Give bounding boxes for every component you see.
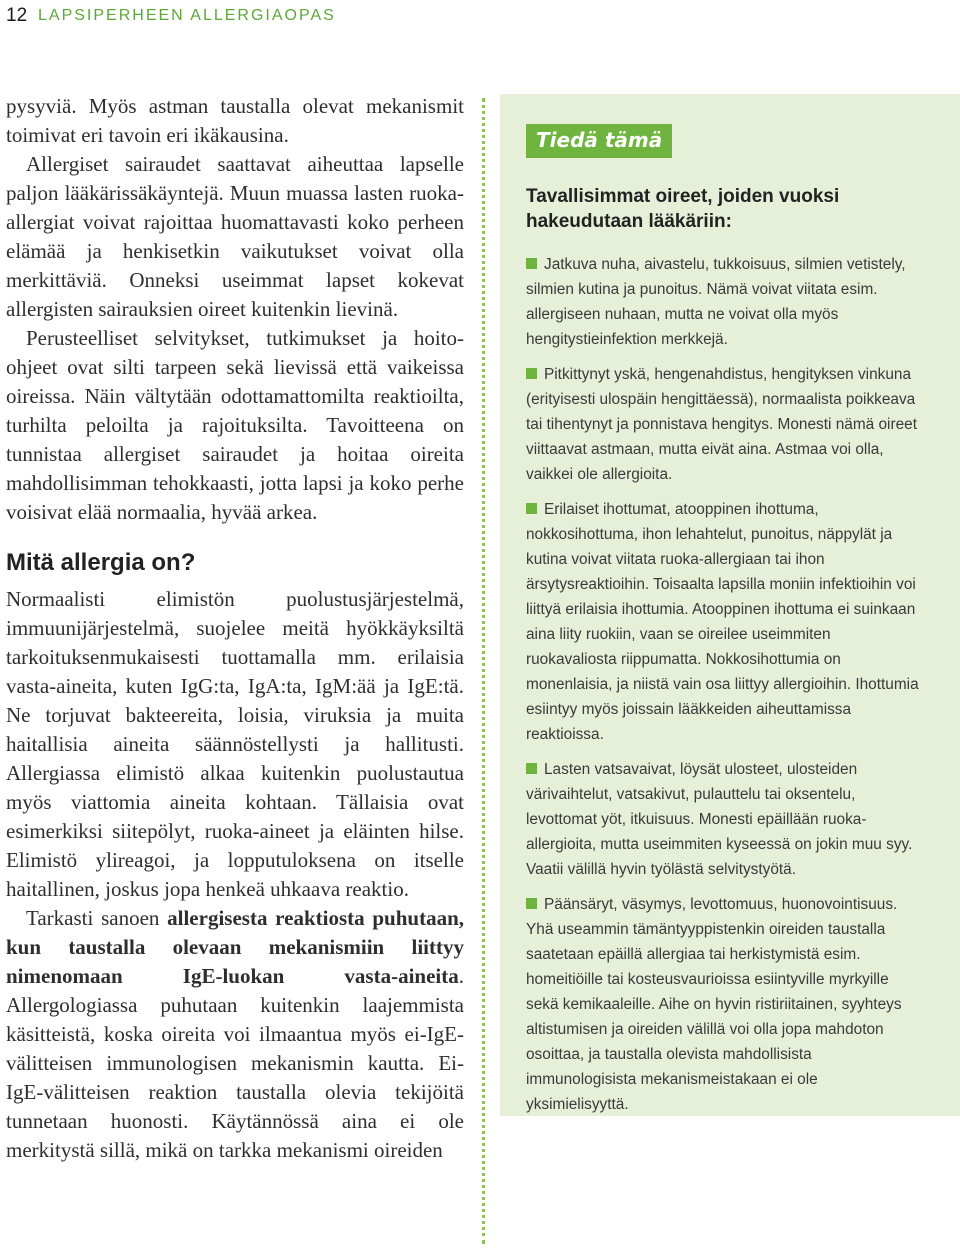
list-item — [526, 757, 924, 882]
square-bullet-icon — [526, 503, 537, 514]
paragraph-5-end: . Allergologiassa puhutaan kuitenkin laajemmista käsitteistä, koska oireita voi ilmaantua myös ei-IgE-välitteisen immunologisen mekanismin kautta. Ei-IgE-välitteisen reaktion taustalla olevia tekijöitä tunnetaan huonosti. Käytännössä aina ei ole merkitystä sillä, mikä on tarkka mekanismi oireiden — [6, 964, 464, 1162]
list-item — [526, 892, 924, 1117]
sidebar-tag: Tiedä tämä — [526, 124, 672, 158]
list-item-text: Erilaiset ihottumat, atooppinen ihottuma, nokkosihottuma, ihon lehahtelut, punoitus, näppylät ja kutina voivat viitata ruoka-allergiaan tai ihon ärsytysreaktioihin. Toisaalta lapsilla moniin infektioihin voi liittyä erilaisia ihottumia. Atooppinen ihottuma ei suinkaan aina liity ruokiin, vaan se oireilee useimmiten ruokavaliosta riippumatta. Nokkosihottumia on monenlaisia, ja niistä vain osa liittyy allergioihin. Ihottumia esiintyy myös joissain lääkkeiden aiheuttamissa reaktioissa. — [526, 501, 919, 743]
sidebar-heading: Tavallisimmat oireet, joiden vuoksi hakeudutaan lääkäriin: — [526, 186, 840, 232]
list-item-text: Lasten vatsavaivat, löysät ulosteet, ulosteiden värivaihtelut, vatsakivut, pulauttelu tai oksentelu, levottomat yöt, itkuisuus. Monesti epäillään ruoka-allergioita, mutta useimmiten kyseessä on jokin muu syy. Vaatii välillä hyvin työlästä selvitystyötä. — [526, 761, 913, 878]
square-bullet-icon — [526, 368, 537, 379]
list-item — [526, 252, 924, 352]
list-item-text: Pitkittynyt yskä, hengenahdistus, hengityksen vinkuna (erityisesti ulospäin hengittäessä), normaalista poikkeava tai tihentynyt ja ponnistava hengitys. Monesti nämä oireet viittaavat astmaan, mutta eivät aina. Astmaa voi olla, vaikkei ole allergioita. — [526, 366, 917, 483]
square-bullet-icon — [526, 898, 537, 909]
paragraph-3: Perusteelliset selvitykset, tutkimukset ja hoito-ohjeet ovat silti tarpeen sekä lievissä että vaikeissa oireissa. Näin vältytään odottamattomilta reaktioilta, turhilta peloilta ja rajoituksilta. Tavoitteena on tunnistaa allergiset sairaudet ja hoitaa oireita mahdollisimman tehokkaasti, jotta lapsi ja koko perhe voisivat elää normaalia, hyvää arkea. — [6, 326, 464, 524]
square-bullet-icon — [526, 258, 537, 269]
square-bullet-icon — [526, 763, 537, 774]
paragraph-5-start: Tarkasti sanoen — [26, 906, 168, 930]
column-divider — [482, 98, 485, 1244]
section-heading: Mitä allergia on? — [6, 549, 196, 576]
running-title: LAPSIPERHEEN ALLERGIAOPAS — [38, 7, 336, 24]
list-item-text: Jatkuva nuha, aivastelu, tukkoisuus, silmien vetistely, silmien kutina ja punoitus. Nämä voivat viitata esim. allergiseen nuhaan, mutta ne voivat olla myös hengitystieinfektion merkkejä. — [526, 256, 906, 348]
paragraph-1: pysyviä. Myös astman taustalla olevat mekanismit toimivat eri tavoin eri ikäkausina. — [6, 94, 464, 147]
list-item-text: Päänsäryt, väsymys, levottomuus, huonovointisuus. Yhä useammin tämäntyyppistenkin oireiden taustalla saatetaan epäillä allergiaa tai herkistymistä esim. homeitiöille tai kosteusvaurioissa esiintyville myrkyille sekä kemikaaleille. Aihe on hyvin ristiriitainen, syyhteys altistumisen ja oireiden välillä voi olla jopa mahdoton osoittaa, ja taustalla olevista mahdollisista immunologisista mekanismeistakaan ei ole yksimielisyyttä. — [526, 896, 902, 1113]
symptom-list — [526, 252, 924, 1117]
paragraph-2: Allergiset sairaudet saattavat aiheuttaa lapselle paljon lääkärissäkäyntejä. Muun muassa lasten ruoka-allergiat voivat rajoittaa huomattavasti koko perheen elämää ja henkisetkin vaikutukset voivat olla merkittäviä. Onneksi useimmat lapset kokevat allergisten sairauksien oireet kuitenkin lievinä. — [6, 152, 464, 321]
main-text-column — [6, 92, 464, 1165]
list-item — [526, 362, 924, 487]
paragraph-5-bold: allergisesta reaktiosta puhutaan, kun taustalla olevaan mekanismiin liittyy nimenomaan IgE-luokan vasta-aineita — [6, 906, 464, 988]
info-sidebar — [500, 94, 960, 1116]
page-header — [0, 0, 960, 32]
paragraph-5 — [6, 904, 464, 1165]
page-number: 12 — [6, 5, 28, 26]
paragraph-4: Normaalisti elimistön puolustusjärjestelmä, immuunijärjestelmä, suojelee meitä hyökkäyksiltä tarkoituksenmukaisesti tuottamalla mm. erilaisia vasta-aineita, kuten IgG:ta, IgA:ta, IgM:ää ja IgE:tä. Ne torjuvat bakteereita, loisia, viruksia ja muita haitallisia aineita säännöstellysti ja hallitusti. Allergiassa elimistö alkaa kuitenkin puolustautua myös viattomia aineita kohtaan. Tällaisia ovat esimerkiksi siitepölyt, ruoka-aineet ja eläinten hilse. Elimistö ylireagoi, ja lopputuloksena on itselle haitallinen, joskus jopa henkeä uhkaava reaktio. — [6, 587, 464, 901]
list-item — [526, 497, 924, 747]
